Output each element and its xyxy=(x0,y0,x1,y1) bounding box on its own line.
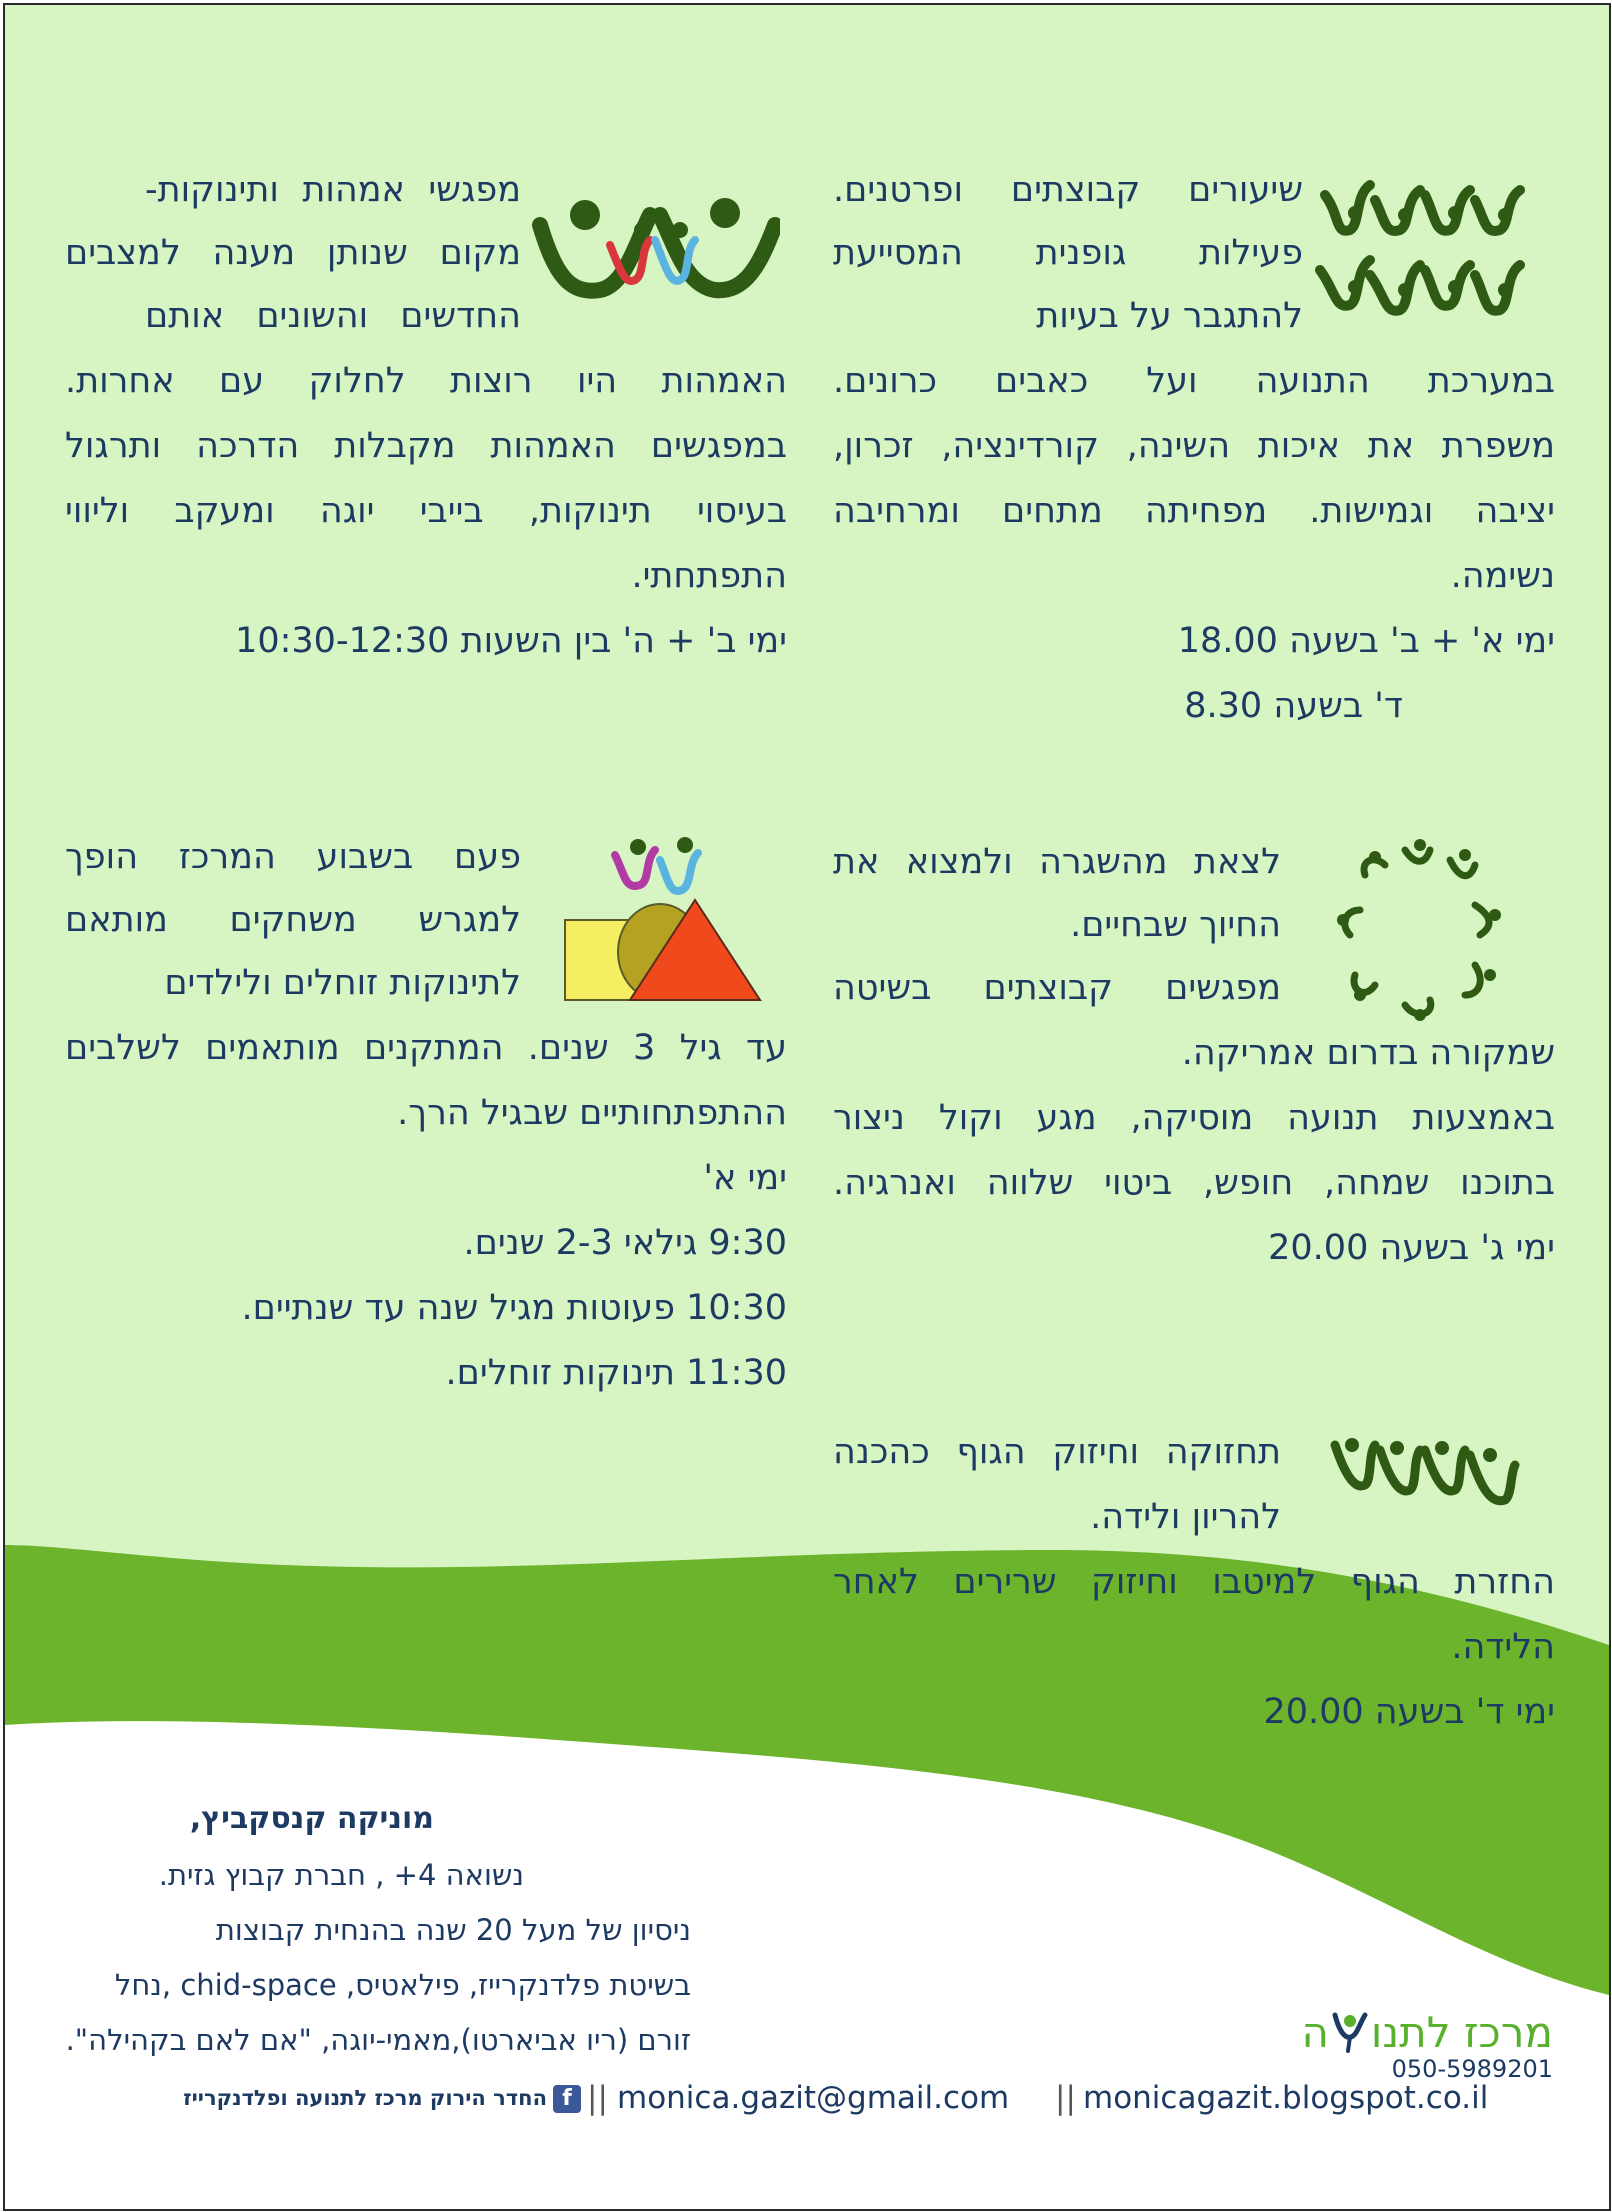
logo-text-main: מרכז לתנו xyxy=(1370,2008,1553,2057)
feldenkrais-line-1: שיעורים קבוצתים ופרטנים. xyxy=(833,170,1303,210)
gymboree-line-1: פעם בשבוע המרכז הופך xyxy=(65,837,521,877)
pregnancy-line-2: להריון ולידה. xyxy=(1090,1497,1281,1537)
facebook-icon[interactable]: f xyxy=(553,2085,581,2113)
contact-name: מוניקה קנסקביץ, xyxy=(189,1801,434,1836)
pregnancy-schedule: ימי ד' בשעה 20.00 xyxy=(1263,1692,1555,1732)
contact-line-2: ניסיון של מעל 20 שנה בהנחית קבוצות xyxy=(215,1913,691,1947)
logo-figure-icon xyxy=(1329,2007,1371,2053)
pregnancy-line-3: החזרת הגוף למיטבו וחיזוק שרירים לאחר xyxy=(833,1562,1555,1602)
exercise-figures-icon xyxy=(1330,1430,1520,1520)
nahal-zorem-line-6: בתוכנו שמחה, חופש, ביטוי שלווה ואנרגיה. xyxy=(833,1163,1555,1203)
flyer-page xyxy=(3,3,1611,2211)
feldenkrais-line-4: במערכת התנועה ועל כאבים כרונים. xyxy=(833,361,1555,401)
footer-contact-bar xyxy=(65,2080,1555,2124)
logo-text xyxy=(1301,2007,1553,2057)
warm-corner-line-7: התפתחתי. xyxy=(631,556,787,596)
logo-phone: 050-5989201 xyxy=(1391,2055,1553,2083)
feldenkrais-line-7: נשימה. xyxy=(1450,556,1555,596)
gymboree-line-6: ימי א' xyxy=(703,1158,787,1198)
feldenkrais-schedule-1: ימי א' + ב' בשעה 18.00 xyxy=(1177,621,1555,661)
gymboree-line-2: למגרש משחקים מותאם xyxy=(65,900,521,940)
feldenkrais-line-3: להתגבר על בעיות xyxy=(1036,296,1303,336)
contact-line-1: נשואה 4+ , חברת קבוץ גזית. xyxy=(158,1858,524,1892)
gymboree-line-3: לתינוקות זוחלים ולילדים xyxy=(164,963,521,1003)
separator: || xyxy=(1055,2080,1076,2116)
warm-corner-line-2: מקום שנותן מענה למצבים xyxy=(65,233,521,273)
contact-line-4: זורם (ריו אביארטו),מאמי-יוגה, "אם לאם בקהילה". xyxy=(65,2023,691,2057)
warm-corner-line-6: בעיסוי תינוקות, בייבי יוגה ומעקב וליווי xyxy=(65,491,787,531)
gymboree-line-5: ההתפתחותיים שבגיל הרך. xyxy=(397,1093,787,1133)
blog-link[interactable]: monicagazit.blogspot.co.il xyxy=(1083,2080,1489,2116)
nahal-zorem-line-1: לצאת מהשגרה ולמצוא את xyxy=(833,842,1281,882)
pregnancy-line-4: הלידה. xyxy=(1451,1627,1555,1667)
separator: || xyxy=(587,2080,608,2116)
facebook-page-link[interactable]: החדר הירוק מרכז לתנועה ופלדנקרייז xyxy=(183,2086,547,2110)
circle-of-dancers-icon xyxy=(1335,835,1515,1025)
gymboree-time-1: 9:30 גילאי 2-3 שנים. xyxy=(463,1223,787,1263)
feldenkrais-line-2: פעילות גופנית המסייעת xyxy=(833,233,1303,273)
nahal-zorem-line-4: שמקורה בדרום אמריקה. xyxy=(1181,1033,1555,1073)
warm-corner-schedule: ימי ב' + ה' בין השעות 10:30-12:30 xyxy=(235,621,787,661)
warm-corner-line-1: מפגשי אמהות ותינוקות- xyxy=(145,170,521,210)
parent-and-children-icon xyxy=(530,185,780,315)
feldenkrais-line-5: משפרת את איכות השינה, קורדינציה, זכרון, xyxy=(833,426,1555,466)
dancing-figures-icon xyxy=(1315,175,1525,325)
email-link[interactable]: monica.gazit@gmail.com xyxy=(617,2080,1010,2116)
gymboree-time-3: 11:30 תינוקות זוחלים. xyxy=(445,1353,787,1393)
gymboree-time-2: 10:30 פעוטות מגיל שנה עד שנתיים. xyxy=(241,1288,787,1328)
pregnancy-line-1: תחזוקה וחיזוק הגוף כהכנה xyxy=(833,1432,1281,1472)
warm-corner-line-4: האמהות היו רוצות לחלוק עם אחרות. xyxy=(65,361,787,401)
warm-corner-line-5: במפגשים האמהות מקבלות הדרכה ותרגול xyxy=(65,426,787,466)
feldenkrais-schedule-2: ד' בשעה 8.30 xyxy=(1184,686,1403,726)
nahal-zorem-line-3: מפגשים קבוצתים בשיטה xyxy=(833,968,1281,1008)
nahal-zorem-schedule: ימי ג' בשעה 20.00 xyxy=(1268,1228,1555,1268)
nahal-zorem-line-2: החיוך שבחיים. xyxy=(1070,905,1281,945)
gymboree-line-4: עד גיל 3 שנים. המתקנים מותאמים לשלבים xyxy=(65,1028,787,1068)
logo-text-end: ה xyxy=(1301,2008,1329,2057)
nahal-zorem-line-5: באמצעות תנועה מוסיקה, מגע וקול ניצור xyxy=(833,1098,1555,1138)
play-shapes-icon xyxy=(560,835,765,1005)
contact-line-3: בשיטת פלדנקרייז, פילאטיס, chid-space ,נחל xyxy=(114,1968,691,2002)
warm-corner-line-3: החדשים והשונים אותם xyxy=(145,296,521,336)
feldenkrais-line-6: יציבה וגמישות. מפחיתה מתחים ומרחיבה xyxy=(833,491,1555,531)
